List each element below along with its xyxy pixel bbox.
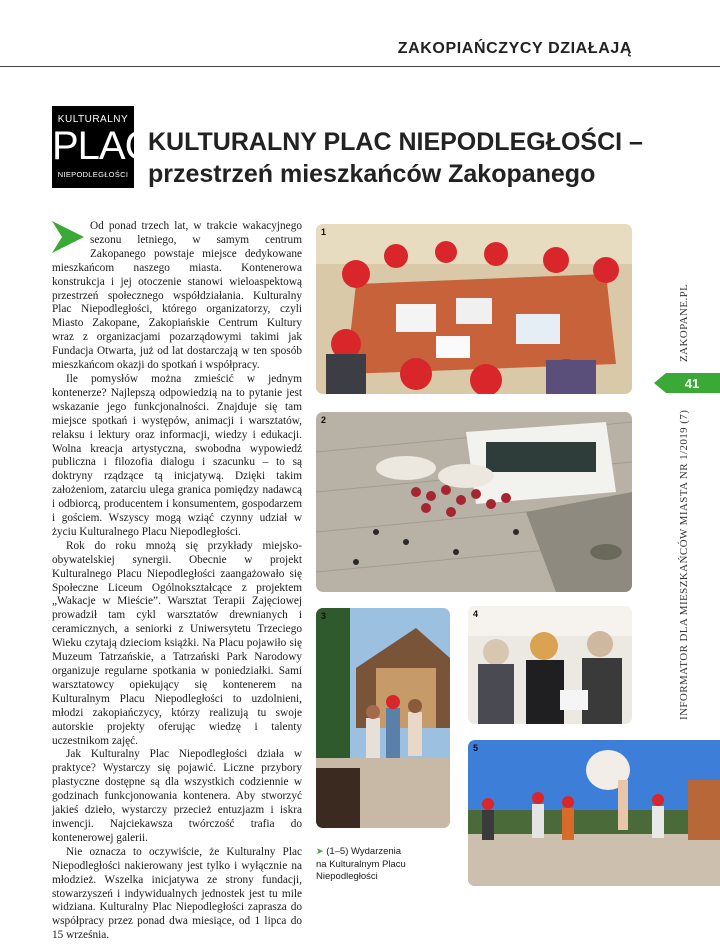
paragraph-4: Jak Kulturalny Plac Niepodległości działa w praktyce? Wystarczy się pojawić. Liczne przybory plastyczne dostępne są dla wszystkich codziennie w godzinach funkcjonowania kontenera. Aby stworzyć jakieś dzieło, wystarczy przecież entuzjazm i iskra inwencji. Najciekawsza twórczość trafia do kontenerowej galerii. <box>52 748 302 844</box>
green-arrow-icon <box>52 221 84 253</box>
caption-line-2: na Kulturalnym Placu <box>316 858 406 870</box>
photo-3 <box>316 608 450 828</box>
photo-seniors-reading <box>468 606 632 724</box>
photo-square-aerial <box>316 412 632 592</box>
caption-line-3: Niepodległości <box>316 871 378 882</box>
photo-kids-jumping <box>468 740 720 886</box>
photo-number: 3 <box>321 611 327 621</box>
caption-arrow-icon: ➤ <box>316 846 324 856</box>
article-title-line-1: KULTURALNY PLAC NIEPODLEGŁOŚCI – <box>148 128 643 156</box>
photo-1 <box>316 224 632 394</box>
sidebar-publication: INFORMATOR DLA MIESZKAŃCÓW MIASTA NR 1/2019 (7) <box>678 409 690 720</box>
article-body <box>52 220 302 943</box>
page-number: 41 <box>684 376 700 391</box>
article-title-line-2: przestrzeń mieszkańców Zakopanego <box>148 160 596 188</box>
photo-4 <box>468 606 632 724</box>
kulturalny-plac-logo <box>52 106 153 188</box>
photo-street-kids <box>316 608 450 828</box>
photo-caption <box>316 845 446 884</box>
paragraph-1-text: Od ponad trzech lat, w trakcie wakacyjnego sezonu letniego, w samym centrum Zakopanego powstaje miejsce dedykowane mieszkańcom naszego miasta. Kontenerowa konstrukcja i jej otoczenie stanowi wieloaspektową przestrzeń społecznego współdziałania. Kulturalny Plac Niepodległości, którego organizatorzy, czyli Miasto Zakopane, Zakopiańskie Centrum Kultury wraz z organizacjami pozarządowymi takimi jak Fundacja Otwarta, już od lat dostarczają w ten sposób mieszkańcom okazji do spotkań i współpracy. <box>52 220 302 372</box>
photo-number: 4 <box>473 609 479 619</box>
caption-line-1: (1–5) Wydarzenia <box>326 846 402 857</box>
paragraph-2: Ile pomysłów można zmieścić w jednym kontenerze? Najlepszą odpowiedzią na to pytanie jest wskazanie jego funkcjonalności. Znajduje się tam miejsce spotkań i występów, animacji i warsztatów, relaksu i lektury oraz informacji, wiedzy i edukacji. Wolna kreacja artystyczna, swobodna wypowiedź publiczna i filozofia dialogu i szacunku – to są doktryny rządzące tą inicjatywą. Dzięki takim założeniom, zatarciu ulega granica pomiędzy nadawcą i odbiorcą, producentem i konsumentem, gospodarzem i gościem. Wszyscy mogą wziąć czynny udział w życiu Kulturalnego Placu Niepodległości. <box>52 372 302 538</box>
photo-number: 2 <box>321 415 327 425</box>
logo-line-1: KULTURALNY <box>57 114 129 125</box>
photo-number: 5 <box>473 743 479 753</box>
page-number-tab <box>654 373 720 393</box>
paragraph-3: Rok do roku mnożą się przykłady miejsko-obywatelskiej synergii. Obecnie w projekt Kulturalnego Placu Niepodległości zaangażowało się Społeczne Liceum Ogólnokształcące z projektem „Wakacje w Mieście”. Warsztat Terapii Zajęciowej prowadził tam cykl warsztatów drewnianych i ceramicznych, a seniorki z Uniwersytetu Trzeciego Wieku czytają dzieciom książki. Na Placu pojawiło się Muzeum Tatrzańskie, a Tatrzański Park Narodowy organizuje regularne spotkania w poniedziałki. Sami warsztatowcy opiekujący się kontenerem na Kulturalnym Placu Niepodległości to uzdolnieni, młodzi zakopiańczycy, którzy realizują tu swoje autorskie projekty oferując wiedzę i talenty uczestnikom zajęć. <box>52 539 302 747</box>
logo-line-2: PLAC <box>52 124 153 168</box>
header-rule <box>0 66 720 67</box>
photo-number: 1 <box>321 227 327 237</box>
photo-5 <box>468 740 720 886</box>
paragraph-5: Nie oznacza to oczywiście, że Kulturalny Plac Niepodległości nakierowany jest tylko i wyłącznie na młodzież. Wszelka inicjatywa ze strony fundacji, stowarzyszeń i indywidualnych jednostek jest tu mile widziana. Kulturalny Plac Niepodległości zaprasza do współpracy przez ponad dwa miesiące, od 1 lipca do 15 września. <box>52 845 302 942</box>
logo-line-3: NIEPODLEGŁOŚCI <box>57 170 129 179</box>
photo-2 <box>316 412 632 592</box>
sidebar-url: ZAKOPANE.PL <box>678 283 690 362</box>
photo-kids-painting <box>316 224 632 394</box>
section-label: ZAKOPIAŃCZYCY DZIAŁAJĄ <box>397 40 632 57</box>
paragraph-1 <box>52 220 302 373</box>
article-title <box>148 126 648 190</box>
